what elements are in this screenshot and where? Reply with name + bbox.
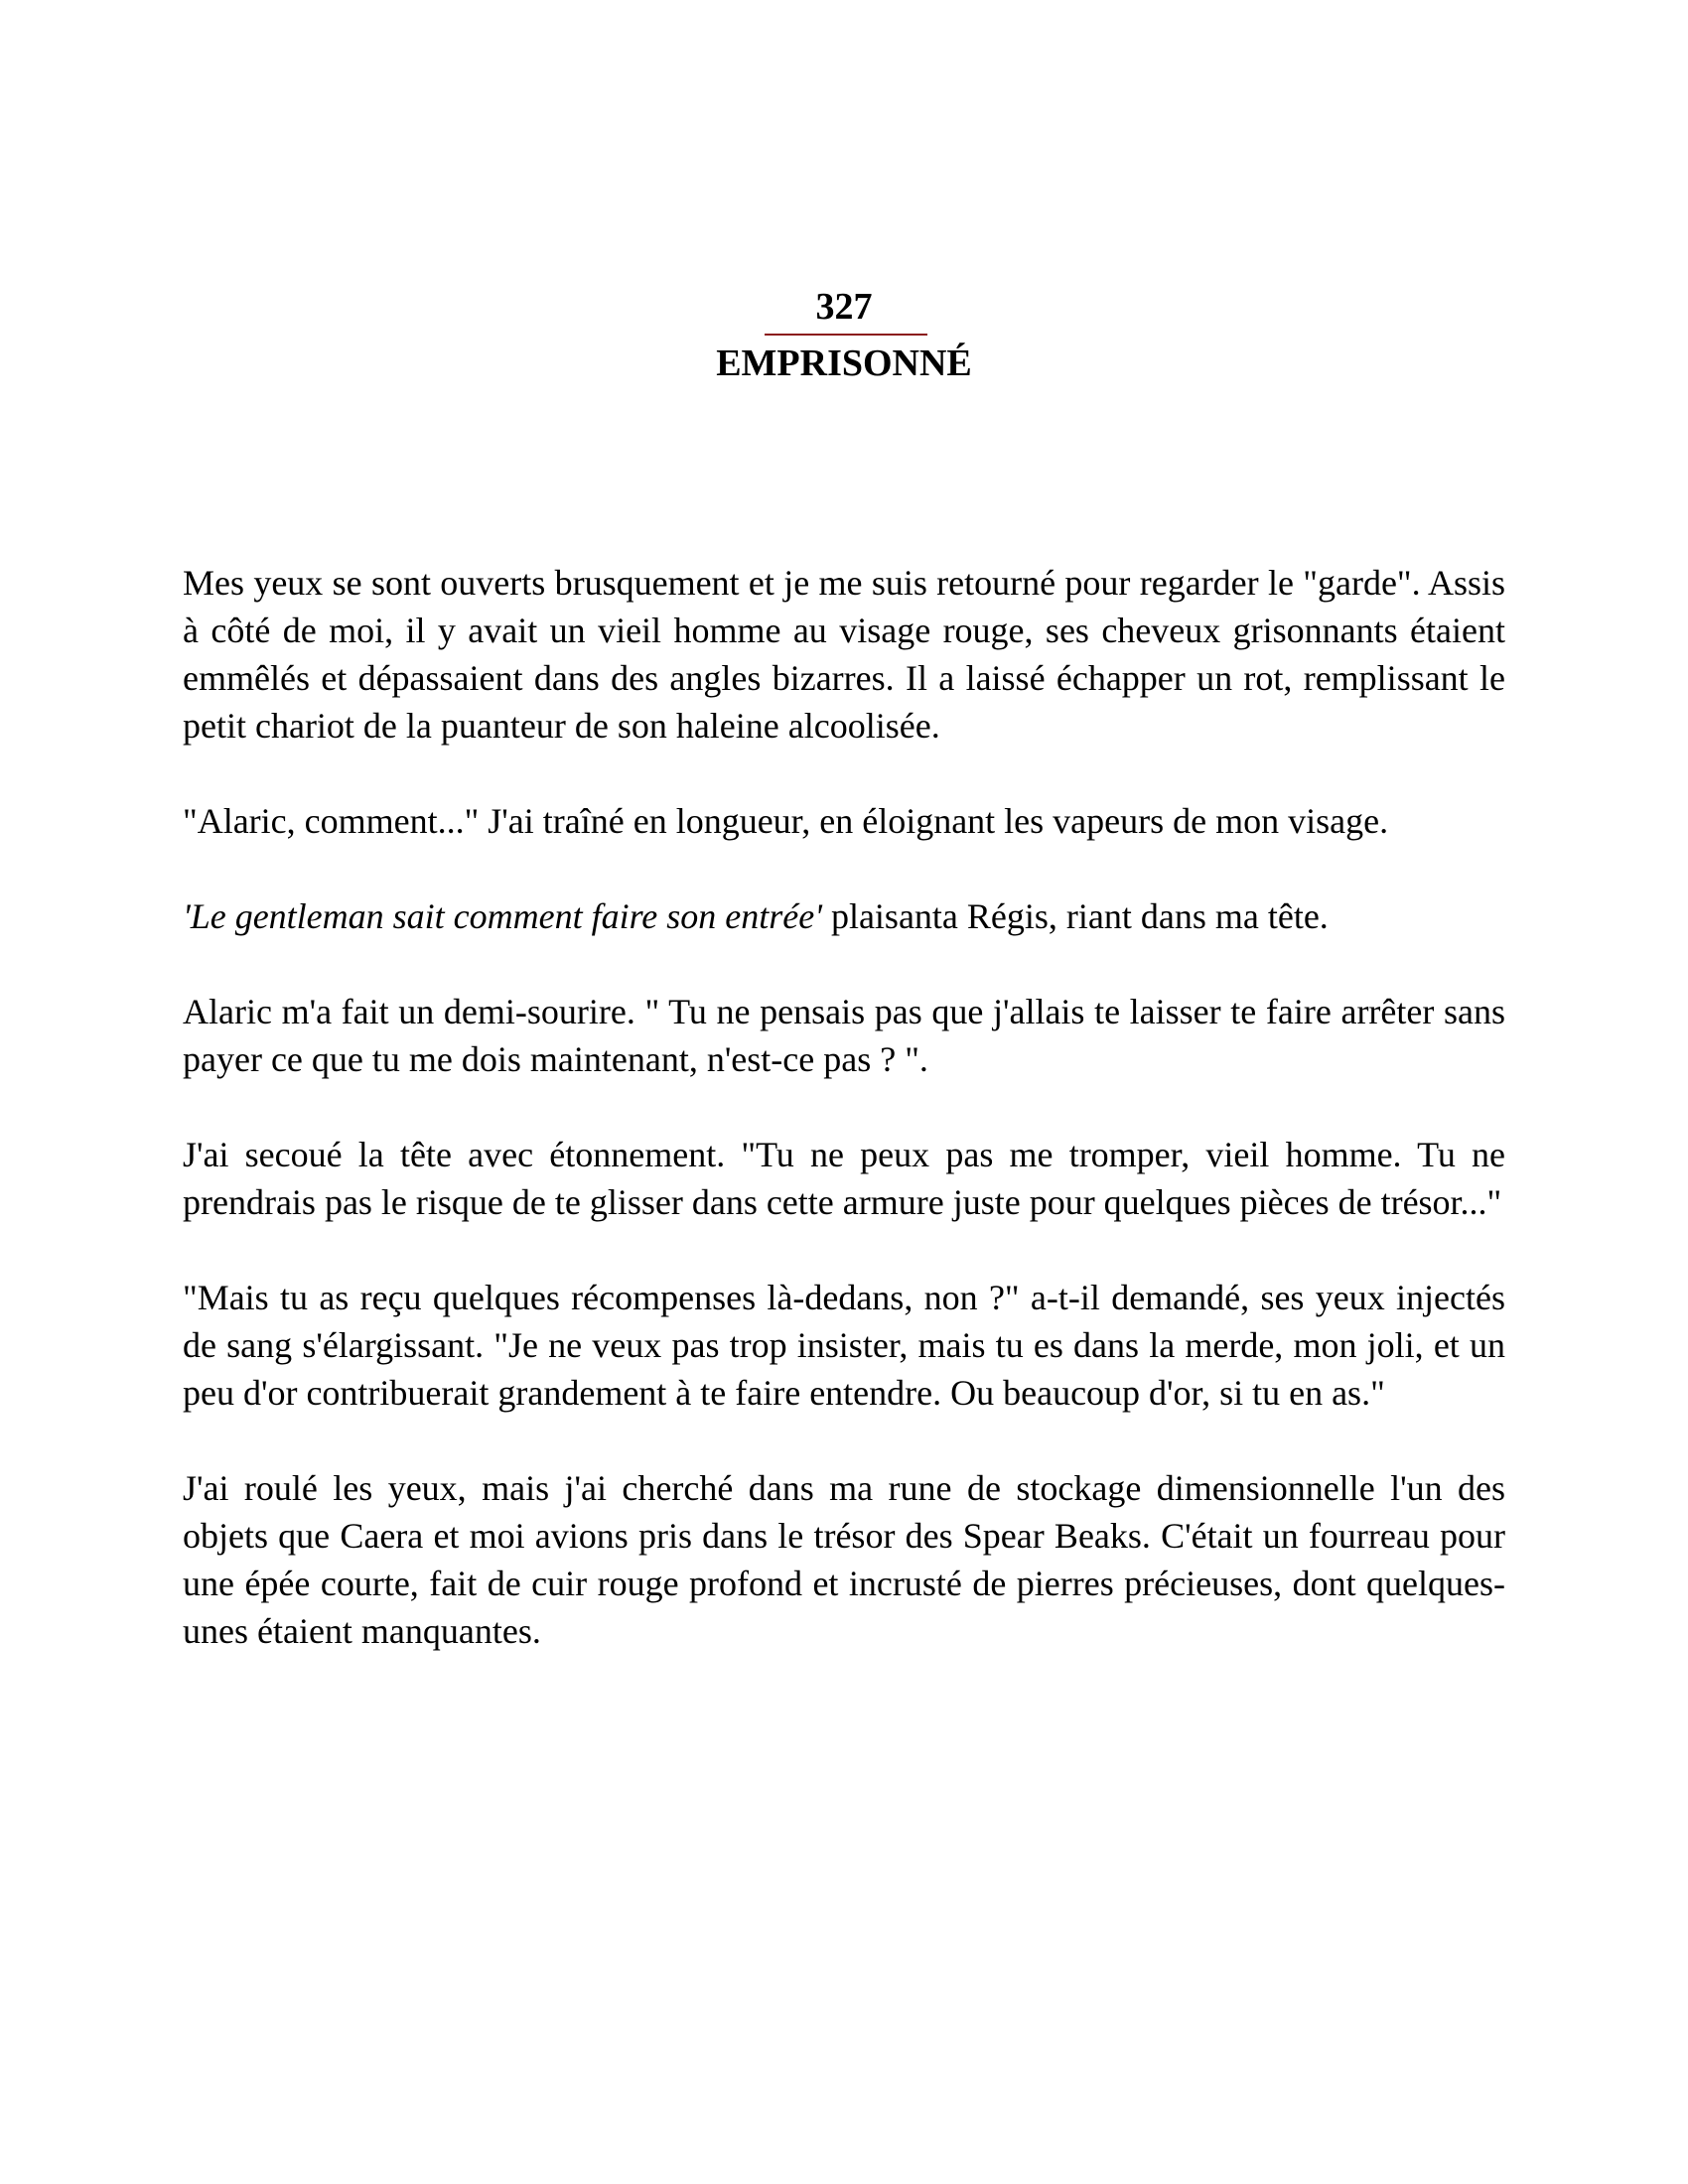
paragraph: J'ai roulé les yeux, mais j'ai cherché dans ma rune de stockage dimensionnelle l'un des objets que Caera et moi avions pris dans le trésor des Spear Beaks. C'était un fourreau pour une épée courte, fait de cuir rouge profond et incrusté de pierres précieuses, dont quelques-unes étaient manquantes. xyxy=(183,1468,1505,1651)
chapter-number: 327 xyxy=(815,286,873,328)
title-divider xyxy=(765,334,927,336)
paragraph: "Alaric, comment..." J'ai traîné en longueur, en éloignant les vapeurs de mon visage. xyxy=(183,801,1389,841)
paragraph xyxy=(183,892,1505,940)
paragraph: J'ai secoué la tête avec étonnement. "Tu ne peux pas me tromper, vieil homme. Tu ne prendrais pas le risque de te glisser dans cette armure juste pour quelques pièces de trésor..." xyxy=(183,1135,1505,1222)
paragraph-continuation: plaisanta Régis, riant dans ma tête. xyxy=(821,896,1329,936)
chapter-title: EMPRISONNÉ xyxy=(716,342,972,384)
chapter-body xyxy=(183,559,1505,1703)
paragraph: "Mais tu as reçu quelques récompenses là-dedans, non ?" a-t-il demandé, ses yeux injectés de sang s'élargissant. "Je ne veux pas trop insister, mais tu es dans la merde, mon joli, et un peu d'or contribuerait grandement à te faire entendre. Ou beaucoup d'or, si tu en as." xyxy=(183,1278,1505,1413)
paragraph: Alaric m'a fait un demi-sourire. " Tu ne pensais pas que j'allais te laisser te faire arrêter sans payer ce que tu me dois maintenant, n'est-ce pas ? ". xyxy=(183,992,1505,1079)
italic-thought: 'Le gentleman sait comment faire son entrée' xyxy=(183,896,822,936)
paragraph: Mes yeux se sont ouverts brusquement et je me suis retourné pour regarder le "garde". Assis à côté de moi, il y avait un vieil homme au visage rouge, ses cheveux grisonnants étaient emmêlés et dépassaient dans des angles bizarres. Il a laissé échapper un rot, remplissant le petit chariot de la puanteur de son haleine alcoolisée. xyxy=(183,563,1505,746)
